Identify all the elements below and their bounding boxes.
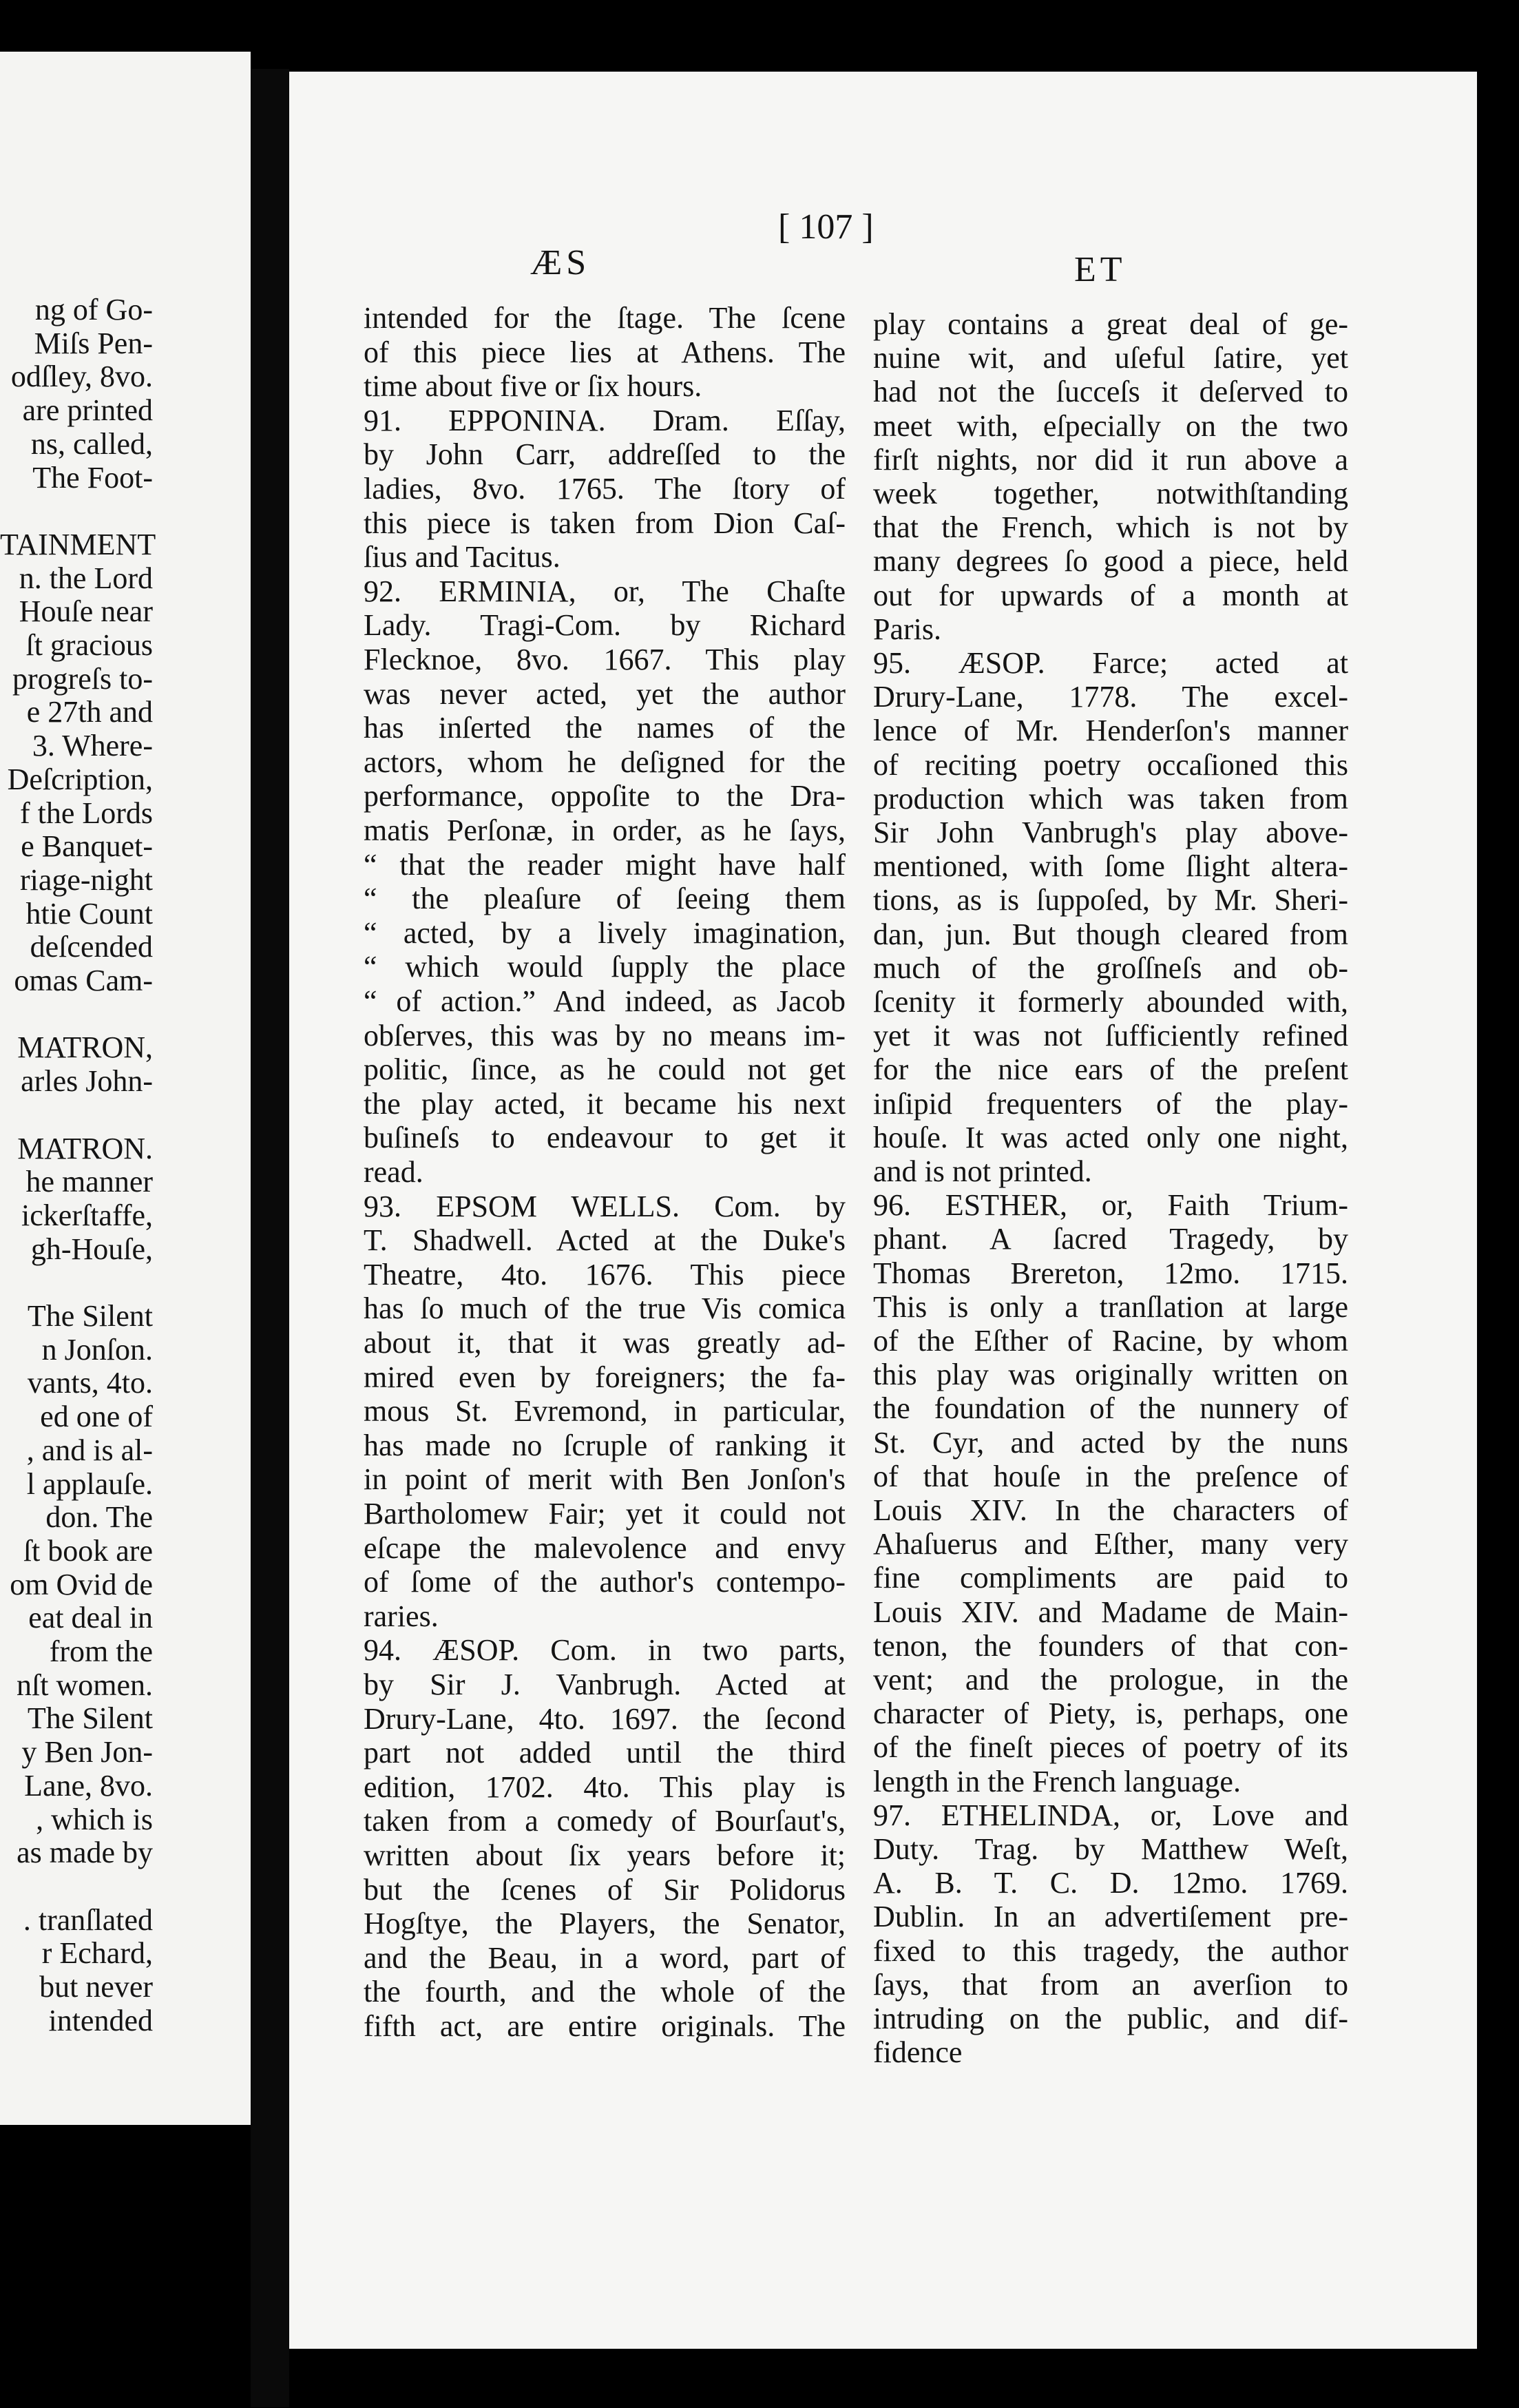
column-a-line: mired even by foreigners; the fa-: [364, 1360, 846, 1394]
facing-text-line: ickerſtaffe,: [21, 1198, 153, 1232]
column-a-line: Bartholomew Fair; yet it could not: [364, 1497, 846, 1530]
column-b-line: ſays, that from an averſion to: [873, 1967, 1348, 2002]
column-a-line: 92. ERMINIA, or, The Chaſte: [364, 574, 846, 608]
facing-text-line: MATRON,: [17, 1030, 153, 1065]
facing-text-line: eat deal in: [28, 1601, 153, 1635]
column-a-line: 94. ÆSOP. Com. in two parts,: [364, 1633, 846, 1668]
column-a-line: written about ſix years before it;: [364, 1838, 846, 1872]
column-b-line: that the French, which is not by: [873, 510, 1348, 545]
column-b-line: vent; and the prologue, in the: [873, 1663, 1348, 1696]
column-b-line: St. Cyr, and acted by the nuns: [873, 1425, 1348, 1460]
facing-text-line: intended: [48, 2003, 153, 2037]
column-b-line: tions, as is ſuppoſed, by Mr. Sheri-: [873, 883, 1348, 917]
facing-text-line: as made by: [17, 1836, 153, 1870]
facing-text-line: . tranſlated: [23, 1902, 153, 1937]
column-a-line: taken from a comedy of Bourſaut's,: [364, 1804, 846, 1838]
column-b-line: the foundation of the nunnery of: [873, 1391, 1348, 1426]
facing-text-line: TAINMENT: [0, 527, 156, 561]
column-a-line: politic, ſince, as he could not get: [364, 1052, 846, 1087]
running-head-right: ET: [1074, 250, 1127, 289]
column-b-line: tenon, the founders of that con-: [873, 1628, 1348, 1663]
facing-text-line: 3. Where-: [32, 729, 153, 763]
column-a-line: Lady. Tragi-Com. by Richard: [364, 608, 846, 643]
column-b-line: had not the ſucceſs it deſerved to: [873, 375, 1348, 409]
column-a-line: “ the pleaſure of ſeeing them: [364, 882, 846, 916]
column-b-line: out for upwards of a month at: [873, 578, 1348, 612]
column-b-line: yet it was not ſufficiently refined: [873, 1019, 1348, 1053]
column-b-line: Duty. Trag. by Matthew Weſt,: [873, 1832, 1348, 1866]
facing-text-line: n Jonſon.: [41, 1332, 153, 1367]
column-a-line: intended for the ſtage. The ſcene: [364, 301, 846, 335]
column-b-line: 97. ETHELINDA, or, Love and: [873, 1798, 1348, 1832]
column-a-line: T. Shadwell. Acted at the Duke's: [364, 1223, 846, 1258]
facing-page-fragment: [0, 52, 251, 2125]
column-a-line: Drury-Lane, 4to. 1697. the ſecond: [364, 1701, 846, 1736]
facing-text-line: e Banquet-: [21, 829, 153, 864]
column-a-line: matis Perſonæ, in order, as he ſays,: [364, 813, 846, 847]
column-b-line: of the fineſt pieces of poetry of its: [873, 1730, 1348, 1765]
column-b-line: of reciting poetry occaſioned this: [873, 747, 1348, 782]
column-a-line: buſineſs to endeavour to get it: [364, 1121, 846, 1155]
column-a-line: Hogſtye, the Players, the Senator,: [364, 1907, 846, 1941]
facing-text-line: omas Cam-: [14, 964, 153, 997]
facing-text-line: y Ben Jon-: [21, 1735, 153, 1769]
column-b-line: of the Eſther of Racine, by whom: [873, 1324, 1348, 1358]
column-b-line: mentioned, with ſome ſlight altera-: [873, 849, 1348, 884]
column-b-line: and is not printed.: [873, 1154, 1092, 1188]
column-b-line: dan, jun. But though cleared from: [873, 917, 1348, 951]
column-b-line: Paris.: [873, 612, 941, 646]
column-a-line: ladies, 8vo. 1765. The ſtory of: [364, 472, 846, 506]
column-a-line: was never acted, yet the author: [364, 676, 846, 711]
facing-text-line: MATRON.: [17, 1131, 153, 1165]
facing-text-line: are printed: [22, 393, 153, 428]
column-a-line: about it, that it was greatly ad-: [364, 1326, 846, 1360]
column-b-line: this play was originally written on: [873, 1358, 1348, 1392]
column-a-line: the play acted, it became his next: [364, 1086, 846, 1121]
column-b-line: houſe. It was acted only one night,: [873, 1120, 1348, 1154]
facing-text-line: om Ovid de: [10, 1567, 153, 1601]
column-a-line: mous St. Evremond, in particular,: [364, 1394, 846, 1429]
facing-text-line: nſt women.: [17, 1668, 153, 1702]
facing-text-line: arles John-: [21, 1064, 153, 1099]
column-a-line: 93. EPSOM WELLS. Com. by: [364, 1189, 846, 1223]
facing-text-line: l applauſe.: [26, 1466, 153, 1501]
facing-text-line: , and is al-: [26, 1433, 153, 1467]
facing-text-line: Miſs Pen-: [34, 326, 153, 360]
facing-text-line: Houſe near: [19, 594, 153, 629]
column-b-line: intruding on the public, and dif-: [873, 2002, 1348, 2035]
column-b-line: Dublin. In an advertiſement pre-: [873, 1900, 1348, 1934]
column-a-line: edition, 1702. 4to. This play is: [364, 1769, 846, 1804]
column-a-line: of ſome of the author's contempo-: [364, 1565, 846, 1599]
facing-text-line: ſt book are: [23, 1533, 153, 1568]
column-b-line: fixed to this tragedy, the author: [873, 1933, 1348, 1968]
column-a-line: obſerves, this was by no means im-: [364, 1018, 846, 1052]
column-a-line: fifth act, are entire originals. The: [364, 2009, 846, 2043]
column-b-line: 96. ESTHER, or, Faith Trium-: [873, 1188, 1348, 1223]
column-b-line: A. B. T. C. D. 12mo. 1769.: [873, 1866, 1348, 1900]
column-a-line: Flecknoe, 8vo. 1667. This play: [364, 643, 846, 676]
column-b-line: firſt nights, nor did it run above a: [873, 442, 1348, 477]
column-a-line: raries.: [364, 1599, 439, 1633]
column-b-line: Ahaſuerus and Eſther, many very: [873, 1527, 1348, 1561]
column-b-line: This is only a tranſlation at large: [873, 1289, 1348, 1324]
facing-text-line: riage-night: [19, 862, 153, 897]
facing-text-line: r Echard,: [41, 1936, 153, 1971]
column-b-line: Louis XIV. In the characters of: [873, 1493, 1348, 1527]
facing-text-line: ſt gracious: [25, 628, 153, 662]
column-a-line: eſcape the malevolence and envy: [364, 1530, 846, 1565]
book-page: [289, 72, 1477, 2349]
facing-text-line: The Silent: [27, 1701, 153, 1736]
facing-text-line: ns, called,: [30, 426, 153, 461]
facing-text-line: from the: [49, 1634, 153, 1668]
column-a-line: has made no ſcruple of ranking it: [364, 1428, 846, 1462]
column-b-line: many degrees ſo good a piece, held: [873, 544, 1348, 579]
column-a-line: “ acted, by a lively imagination,: [364, 915, 846, 950]
page-number: [ 107 ]: [778, 207, 874, 247]
column-b-line: for the nice ears of the preſent: [873, 1052, 1348, 1087]
column-b-line: Drury-Lane, 1778. The excel-: [873, 680, 1348, 714]
column-b-line: fidence: [873, 2035, 963, 2070]
facing-text-line: ng of Go-: [34, 293, 153, 326]
column-a-line: the fourth, and the whole of the: [364, 1975, 846, 2009]
column-b-line: Thomas Brereton, 12mo. 1715.: [873, 1256, 1348, 1290]
column-a-line: by Sir J. Vanbrugh. Acted at: [364, 1668, 846, 1701]
column-b-line: production which was taken from: [873, 781, 1348, 816]
facing-text-line: f the Lords: [19, 796, 153, 830]
facing-text-line: htie Count: [25, 896, 153, 931]
book-gutter: [251, 69, 289, 2407]
column-a-line: has inſerted the names of the: [364, 711, 846, 745]
column-a-line: “ which would ſupply the place: [364, 950, 846, 984]
column-b-line: character of Piety, is, perhaps, one: [873, 1696, 1348, 1731]
column-b-line: phant. A ſacred Tragedy, by: [873, 1222, 1348, 1256]
column-b-line: nuine wit, and uſeful ſatire, yet: [873, 341, 1348, 375]
column-b-line: meet with, eſpecially on the two: [873, 408, 1348, 443]
facing-text-line: The Foot-: [32, 460, 153, 495]
column-a-line: “ of action.” And indeed, as Jacob: [364, 984, 846, 1018]
facing-text-line: , which is: [36, 1802, 153, 1836]
column-b-line: of that houſe in the preſence of: [873, 1459, 1348, 1493]
column-b-line: Louis XIV. and Madame de Main-: [873, 1595, 1348, 1629]
column-a-line: in point of merit with Ben Jonſon's: [364, 1462, 846, 1497]
column-a-line: ſius and Tacitus.: [364, 540, 561, 574]
column-a-line: has ſo much of the true Vis comica: [364, 1291, 846, 1326]
column-b-line: Sir John Vanbrugh's play above-: [873, 816, 1348, 849]
column-b-line: inſipid frequenters of the play-: [873, 1086, 1348, 1121]
facing-text-line: vants, 4to.: [27, 1366, 153, 1400]
column-a-line: part not added until the third: [364, 1736, 846, 1770]
facing-text-line: but never: [39, 1970, 153, 2004]
facing-text-line: e 27th and: [26, 695, 153, 729]
facing-text-line: The Silent: [27, 1299, 153, 1333]
column-a-line: read.: [364, 1155, 423, 1189]
facing-text-line: odſley, 8vo.: [10, 360, 153, 394]
column-b-line: fine compliments are paid to: [873, 1561, 1348, 1595]
column-a-line: Theatre, 4to. 1676. This piece: [364, 1257, 846, 1291]
facing-text-line: progreſs to-: [12, 661, 153, 696]
column-b-line: week together, notwithſtanding: [873, 477, 1348, 510]
column-a-line: actors, whom he deſigned for the: [364, 745, 846, 779]
facing-text-line: deſcended: [30, 930, 153, 964]
facing-text-line: he manner: [25, 1165, 153, 1199]
column-b-line: 95. ÆSOP. Farce; acted at: [873, 646, 1348, 680]
column-b-line: ſcenity it formerly abounded with,: [873, 985, 1348, 1019]
column-a-line: this piece is taken from Dion Caſ-: [364, 506, 846, 540]
column-a-line: but the ſcenes of Sir Polidorus: [364, 1872, 846, 1907]
column-b-line: much of the groſſneſs and ob-: [873, 951, 1348, 985]
column-a-line: 91. EPPONINA. Dram. Eſſay,: [364, 403, 846, 437]
facing-text-line: gh-Houſe,: [30, 1232, 153, 1266]
facing-text-line: don. The: [45, 1500, 153, 1535]
running-head-left: ÆS: [530, 243, 591, 282]
facing-text-line: n. the Lord: [19, 561, 153, 595]
column-a-line: and the Beau, in a word, part of: [364, 1940, 846, 1975]
facing-text-line: Lane, 8vo.: [24, 1768, 153, 1803]
column-b-line: play contains a great deal of ge-: [873, 307, 1348, 341]
column-a-line: performance, oppoſite to the Dra-: [364, 779, 846, 813]
column-a-line: time about five or ſix hours.: [364, 369, 702, 404]
column-b-line: lence of Mr. Henderſon's manner: [873, 714, 1348, 748]
column-a-line: by John Carr, addreſſed to the: [364, 437, 846, 472]
column-a-line: of this piece lies at Athens. The: [364, 335, 846, 369]
column-b-line: length in the French language.: [873, 1764, 1241, 1798]
column-a-line: “ that the reader might have half: [364, 847, 846, 882]
facing-text-line: ed one of: [40, 1400, 153, 1434]
facing-text-line: Deſcription,: [7, 762, 153, 796]
